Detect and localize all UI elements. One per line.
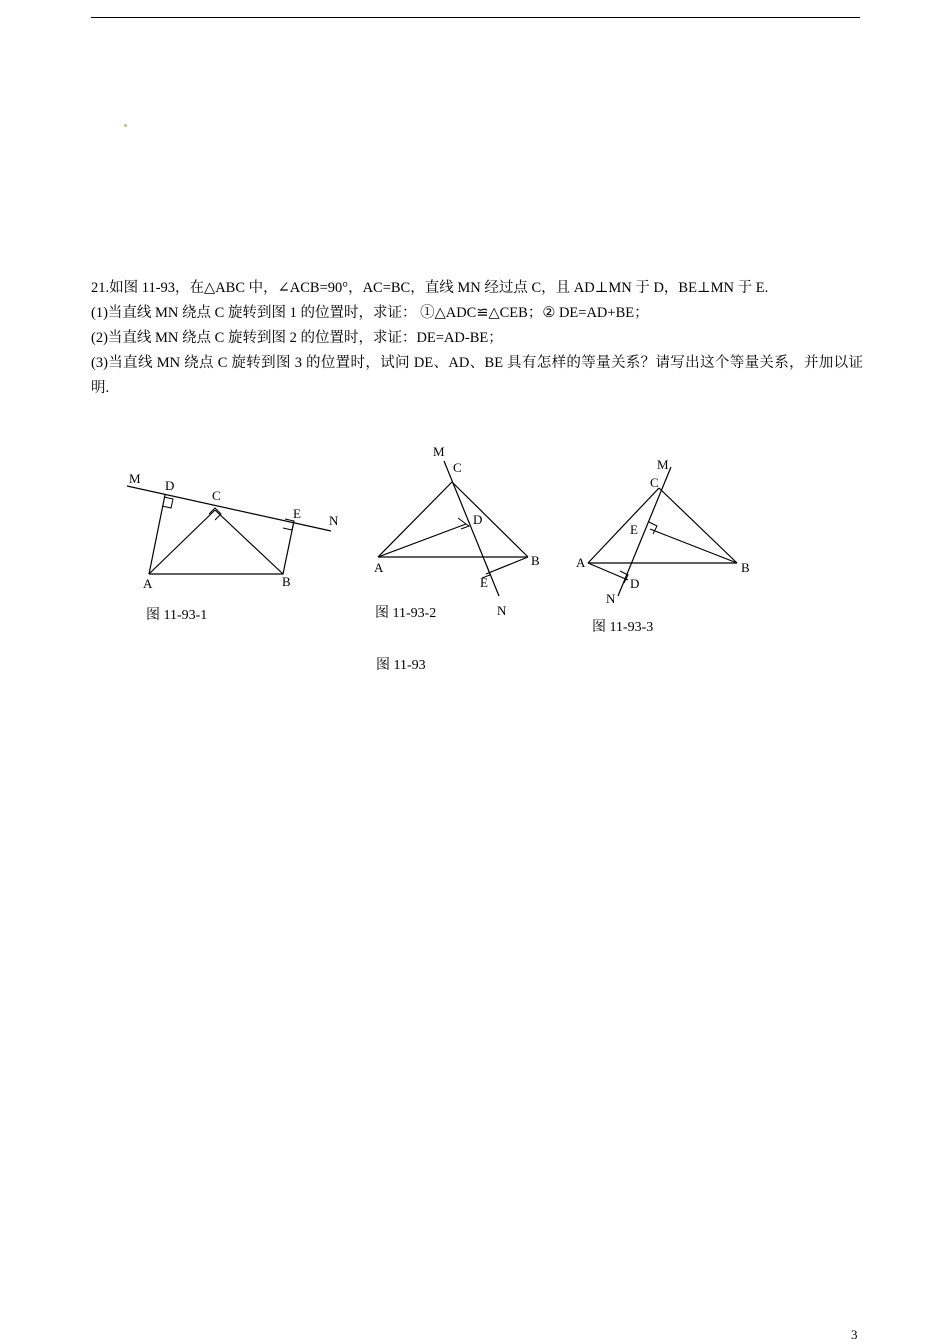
fig2-label-B: B bbox=[531, 553, 540, 568]
figure-3-drawing bbox=[588, 467, 737, 596]
fig2-label-C: C bbox=[453, 460, 462, 475]
fig1-label-E: E bbox=[293, 506, 301, 521]
fig3-label-B: B bbox=[741, 560, 750, 575]
problem-part-3: (3)当直线 MN 绕点 C 旋转到图 3 的位置时，试问 DE、AD、BE 具有怎样的等量关系？请写出这个等量关系，并加以证明. bbox=[91, 355, 863, 396]
fig2-label-D: D bbox=[473, 512, 483, 527]
fig1-label-D: D bbox=[165, 478, 175, 493]
fig1-label-B: B bbox=[282, 574, 291, 589]
fig3-label-E: E bbox=[630, 522, 638, 537]
fig1-caption: 图 11-93-1 bbox=[146, 608, 208, 623]
fig1-label-M: M bbox=[129, 471, 141, 486]
fig3-caption: 图 11-93-3 bbox=[592, 620, 654, 635]
fig1-label-A: A bbox=[143, 576, 153, 591]
problem-statement: 21.如图 11-93，在△ABC 中，∠ACB=90°，AC=BC，直线 MN 经过点 C，且 AD⊥MN 于 D，BE⊥MN 于 E. bbox=[91, 280, 769, 296]
fig1-label-N: N bbox=[329, 513, 339, 528]
fig3-label-M: M bbox=[657, 457, 669, 472]
fig2-label-E: E bbox=[480, 575, 488, 590]
fig2-label-A: A bbox=[374, 560, 384, 575]
problem-part-1: (1)当直线 MN 绕点 C 旋转到图 1 的位置时，求证： ①△ADC≌△CEB；② DE=AD+BE； bbox=[91, 305, 649, 321]
fig1-label-C: C bbox=[212, 488, 221, 503]
fig2-label-N: N bbox=[497, 603, 507, 618]
figure-main-caption: 图 11-93 bbox=[376, 658, 426, 673]
fig3-label-D: D bbox=[630, 576, 640, 591]
figure-1-drawing bbox=[127, 486, 331, 574]
page-number: 3 bbox=[851, 1327, 858, 1342]
figure-2-drawing bbox=[378, 461, 528, 596]
fig2-caption: 图 11-93-2 bbox=[375, 606, 437, 621]
fig3-label-C: C bbox=[650, 475, 659, 490]
fig3-label-N: N bbox=[606, 591, 616, 606]
fig3-label-A: A bbox=[576, 555, 586, 570]
problem-part-2: (2)当直线 MN 绕点 C 旋转到图 2 的位置时，求证：DE=AD-BE； bbox=[91, 330, 503, 346]
fig2-label-M: M bbox=[433, 444, 445, 459]
